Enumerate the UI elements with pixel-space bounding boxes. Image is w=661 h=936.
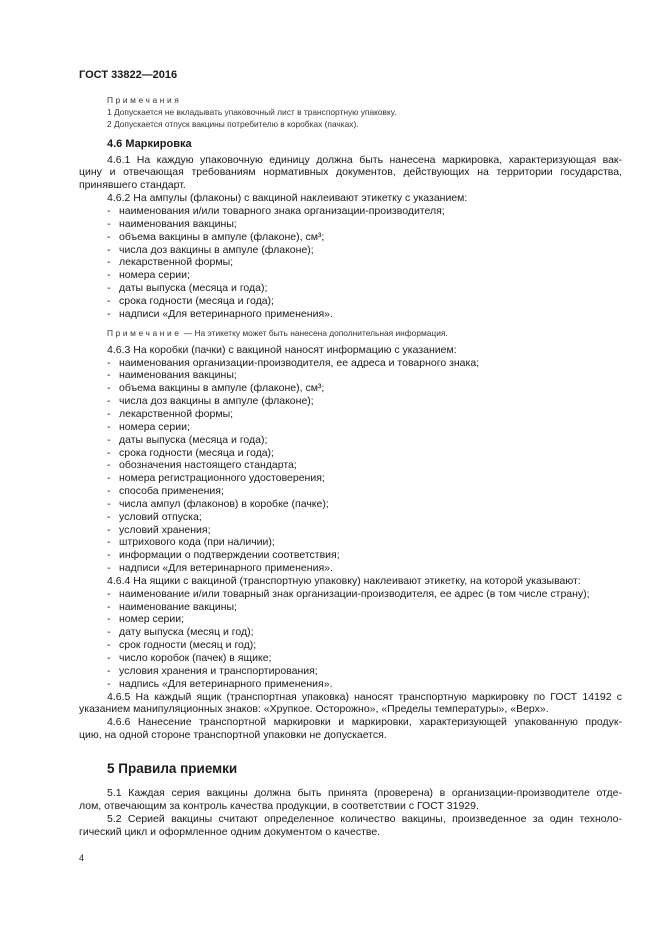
list-dash: -: [107, 433, 111, 446]
list-dash: -: [107, 562, 111, 575]
list-item-text: наименования и/или товарного знака организации-производителя;: [119, 204, 445, 217]
list-dash: -: [107, 613, 111, 626]
list-item: [107, 295, 622, 308]
list-item-text: надписи «Для ветеринарного применения».: [119, 307, 333, 320]
list-item-text: номера серии;: [119, 420, 190, 433]
list-item: [107, 421, 622, 434]
list-item: [107, 395, 622, 408]
list-dash: -: [107, 446, 111, 459]
paragraph-line: лом, отвечающим за контроль качества продукции, в соответствии с ГОСТ 31929.: [79, 799, 479, 812]
note-label: Примечание: [107, 328, 182, 339]
list-item-text: наименования организации-производителя, ее адреса и товарного знака;: [119, 356, 480, 369]
list-dash: -: [107, 369, 111, 382]
document-content: [79, 94, 622, 838]
list-dash: -: [107, 307, 111, 320]
list-item: [107, 472, 622, 485]
list-item: [107, 256, 622, 269]
list-dash: -: [107, 256, 111, 269]
list-item-text: условия хранения и транспортирования;: [119, 664, 318, 677]
list-dash: -: [107, 204, 111, 217]
notes-block: [79, 94, 622, 130]
list-item: [107, 408, 622, 421]
list-item: [107, 536, 622, 549]
list-item-text: лекарственной формы;: [119, 256, 234, 269]
paragraph-line: гический цикл и оформленное одним документом о качестве.: [79, 825, 381, 838]
list-dash: -: [107, 639, 111, 652]
list-item: [107, 601, 622, 614]
list-item: [107, 459, 622, 472]
list-item-text: условий отпуска;: [119, 510, 202, 523]
list-item-text: числа доз вакцины в ампуле (флаконе);: [119, 395, 314, 408]
list-dash: -: [107, 395, 111, 408]
paragraph-line: указанием манипуляционных знаков: «Хрупкое. Осторожно», «Пределы температуры», «Верх».: [79, 703, 549, 716]
list-item-text: числа ампул (флаконов) в коробке (пачке);: [119, 497, 329, 510]
page-number: 4: [79, 853, 85, 864]
list-item-text: номер серии;: [119, 613, 185, 626]
list-dash: -: [107, 587, 111, 600]
list-dash: -: [107, 510, 111, 523]
list-dash: -: [107, 497, 111, 510]
list-dash: -: [107, 407, 111, 420]
list-dash: -: [107, 282, 111, 295]
section-heading: 5 Правила приемки: [107, 760, 238, 776]
list-dash: -: [107, 677, 111, 690]
list-item: [107, 678, 622, 691]
list-item-text: лекарственной формы;: [119, 407, 234, 420]
list-item-text: объема вакцины в ампуле (флаконе), см³;: [119, 382, 325, 395]
list-item-text: наименование и/или товарный знак организации-производителя, ее адрес (в том числе страну);: [119, 587, 590, 600]
list-dash: -: [107, 243, 111, 256]
list-item: [107, 485, 622, 498]
list-item: [107, 205, 622, 218]
paragraph-line: 5.2 Серией вакцины считают определенное количество вакцины, произведенное за один техноло-: [107, 812, 622, 825]
list-dash: -: [107, 217, 111, 230]
list-item: [107, 613, 622, 626]
paragraph: [79, 192, 622, 205]
list-dash: -: [107, 536, 111, 549]
list-item-text: номера регистрационного удостоверения;: [119, 472, 325, 485]
list-item-text: наименования вакцины;: [119, 369, 237, 382]
list-item: [107, 244, 622, 257]
paragraph: [79, 575, 622, 588]
list-item: [107, 652, 622, 665]
paragraph-line: 5.1 Каждая серия вакцины должна быть принята (проверена) в организации-производителе отде-: [107, 787, 622, 800]
document-page: [79, 0, 622, 864]
list-dash: -: [107, 356, 111, 369]
list-dash: -: [107, 230, 111, 243]
list-item: [107, 549, 622, 562]
paragraph-line: 4.6.2 На ампулы (флаконы) с вакциной наклеивают этикетку с указанием:: [107, 192, 468, 205]
paragraph: [79, 691, 622, 717]
list-item-text: информации о подтверждении соответствия;: [119, 549, 340, 562]
bullet-list: [79, 205, 622, 321]
list-item: [107, 282, 622, 295]
bullet-list: [79, 357, 622, 575]
list-dash: -: [107, 523, 111, 536]
paragraph: [79, 154, 622, 193]
list-item: [107, 665, 622, 678]
list-item-text: условий хранения;: [119, 523, 211, 536]
list-item: [107, 218, 622, 231]
note-text: — На этикетку может быть нанесена дополнительная информация.: [181, 328, 448, 339]
list-item: [107, 562, 622, 575]
notes-label: Примечания: [107, 95, 182, 105]
list-item-text: даты выпуска (месяца и года);: [119, 433, 268, 446]
paragraph: [79, 787, 622, 813]
list-item-text: числа доз вакцины в ампуле (флаконе);: [119, 243, 314, 256]
list-item: [107, 434, 622, 447]
list-dash: -: [107, 382, 111, 395]
paragraph: [79, 344, 622, 357]
list-item: [107, 308, 622, 321]
list-item: [107, 524, 622, 537]
list-item: [107, 369, 622, 382]
list-item-text: номера серии;: [119, 269, 190, 282]
paragraph-line: принявшего стандарт.: [79, 179, 186, 192]
paragraph-line: цию, на одной стороне транспортной упаковки не допускается.: [79, 729, 387, 742]
list-item-text: надпись «Для ветеринарного применения».: [119, 677, 333, 690]
list-item: [107, 498, 622, 511]
list-dash: -: [107, 600, 111, 613]
bullet-list: [79, 588, 622, 691]
list-item-text: дату выпуска (месяц и год);: [119, 626, 254, 639]
paragraph-line: 4.6.1 На каждую упаковочную единицу должна быть нанесена маркировка, характеризующая вак-: [107, 153, 622, 166]
list-dash: -: [107, 294, 111, 307]
list-item: [107, 269, 622, 282]
list-dash: -: [107, 472, 111, 485]
list-item: [107, 357, 622, 370]
paragraph-line: 4.6.6 Нанесение транспортной маркировки и маркировки, характеризующей упакованную продук-: [107, 716, 622, 729]
section-heading: 4.6 Маркировка: [107, 138, 192, 150]
note-line: 2 Допускается отпуск вакцины потребителю в коробках (пачках).: [107, 119, 359, 129]
list-item-text: обозначения настоящего стандарта;: [119, 459, 297, 472]
paragraph-line: 4.6.4 На ящики с вакциной (транспортную упаковку) наклеивают этикетку, на которой указывают:: [107, 574, 581, 587]
note-inline: [79, 327, 622, 339]
list-item-text: надписи «Для ветеринарного применения».: [119, 562, 333, 575]
list-item-text: способа применения;: [119, 485, 224, 498]
list-dash: -: [107, 269, 111, 282]
list-item: [107, 382, 622, 395]
list-dash: -: [107, 420, 111, 433]
document-header: ГОСТ 33822—2016: [79, 69, 178, 81]
list-item: [107, 447, 622, 460]
paragraph: [79, 716, 622, 742]
list-dash: -: [107, 549, 111, 562]
list-item: [107, 511, 622, 524]
list-dash: -: [107, 626, 111, 639]
list-item-text: наименования вакцины;: [119, 217, 237, 230]
list-dash: -: [107, 652, 111, 664]
list-item-text: штрихового кода (при наличии);: [119, 536, 275, 549]
paragraph-line: 4.6.3 На коробки (пачки) с вакциной наносят информацию с указанием:: [107, 343, 457, 356]
list-item-text: срока годности (месяца и года);: [119, 294, 274, 307]
paragraph-line: цину и отвечающая требованиям нормативных документов, действующих на территории государства,: [79, 166, 622, 179]
list-item-text: даты выпуска (месяца и года);: [119, 282, 268, 295]
list-dash: -: [107, 459, 111, 472]
list-item-text: срок годности (месяц и год);: [119, 639, 257, 652]
list-item-text: наименование вакцины;: [119, 600, 237, 613]
list-item-text: срока годности (месяца и года);: [119, 446, 274, 459]
note-line: 1 Допускается не вкладывать упаковочный лист в транспортную упаковку.: [107, 107, 397, 117]
list-item: [107, 626, 622, 639]
list-item: [107, 639, 622, 652]
paragraph-line: 4.6.5 На каждый ящик (транспортная упаковка) наносят транспортную маркировку по ГОСТ 14192 с: [107, 690, 622, 703]
paragraph: [79, 813, 622, 839]
list-dash: -: [107, 485, 111, 498]
list-dash: -: [107, 664, 111, 677]
list-item-text: число коробок (пачек) в ящике;: [119, 652, 272, 664]
list-item-text: объема вакцины в ампуле (флаконе), см³;: [119, 230, 325, 243]
list-item: [107, 588, 622, 601]
list-item: [107, 231, 622, 244]
